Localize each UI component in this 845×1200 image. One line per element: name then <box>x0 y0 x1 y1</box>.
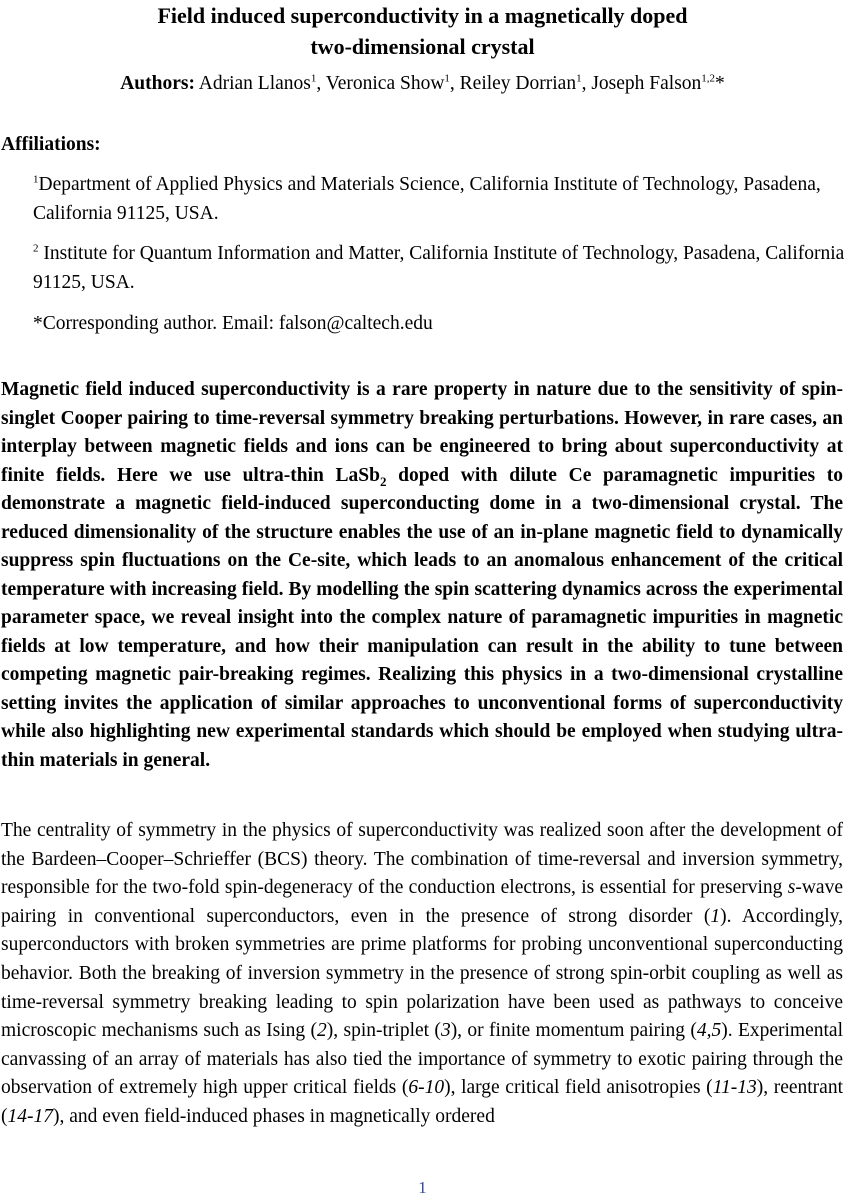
abstract-text-1: Magnetic field induced superconductivity is a rare property in nature due to the sensitivity of spin-singlet Cooper pairing to time-reversal symmetry breaking perturbations. However, in rare cases, an interplay between magnetic fields and ions can be engineered to bring about superconductivity at finite fields. Here we use ultra-thin LaSb <box>1 379 843 486</box>
author-name: Veronica Show <box>325 73 445 94</box>
citation: 1 <box>710 905 721 927</box>
author-affiliation-mark: 1 <box>576 72 582 85</box>
abstract <box>1 376 843 775</box>
corresponding-mark: * <box>715 73 725 94</box>
author-list: Authors: Adrian Llanos$^1$, Veronica Show$^1$, Reiley Dorrian$^1$, Joseph Falson$^{1,2}$* <box>120 72 725 94</box>
affiliation-text: Institute for Quantum Information and Matter, California Institute of Technology, Pasadena, California 91125, USA. <box>33 243 845 293</box>
author-affiliation-mark: 1 <box>444 72 450 85</box>
citation: 11-13 <box>712 1077 757 1099</box>
page-number: 1 <box>418 1178 427 1197</box>
author-name: Joseph Falson <box>591 73 702 94</box>
title-line-1: Field induced superconductivity in a magnetically doped <box>157 3 688 28</box>
citation: 4,5 <box>696 1020 722 1042</box>
affiliation-text: Department of Applied Physics and Materials Science, California Institute of Technology, Pasadena, California 91125, USA. <box>33 174 821 224</box>
body-italic: s <box>787 877 796 899</box>
body-text: ), spin-triplet ( <box>326 1020 441 1042</box>
body-text: ), and even field-induced phases in magnetically ordered <box>53 1105 495 1127</box>
title-line-2: two-dimensional crystal <box>310 34 535 59</box>
body-text: ). Experimental canvassing of an array of materials has also tied the importance of symmetry to exotic pairing through the observation of extremely high upper critical fields ( <box>1 1020 843 1099</box>
abstract-subscript: 2 <box>379 473 387 489</box>
author-name: Reiley Dorrian <box>459 73 577 94</box>
affiliation-1 <box>33 171 845 228</box>
authors-label: Authors: <box>120 73 195 94</box>
abstract-text-2: doped with dilute Ce paramagnetic impurities to demonstrate a magnetic field-induced superconducting dome in a two-dimensional crystal. The reduced dimensionality of the structure enables the use of an in-plane magnetic field to dynamically suppress spin fluctuations on the Ce-site, which leads to an anomalous enhancement of the critical temperature with increasing field. By modelling the spin scattering dynamics across the experimental parameter space, we reveal insight into the complex nature of paramagnetic impurities in magnetic fields at low temperature, and how their manipulation can result in the ability to tune between competing magnetic pair-breaking regimes. Realizing this physics in a two-dimensional crystalline setting invites the application of similar approaches to unconventional forms of superconductivity while also highlighting new experimental standards which should be employed when studying ultra-thin materials in general. <box>1 464 843 771</box>
affiliations-heading: Affiliations: <box>1 134 101 155</box>
author-affiliation-mark: 1,2 <box>701 72 716 85</box>
paper-title <box>0 0 845 62</box>
affiliation-mark: 2 <box>33 242 39 255</box>
body-text: The centrality of symmetry in the physics of superconductivity was realized soon after the development of the Bardeen–Cooper–Schrieffer (BCS) theory. The combination of time-reversal and inversion symmetry, responsible for the two-fold spin-degeneracy of the conduction electrons, is essential for preserving <box>1 820 843 899</box>
citation: 2 <box>317 1020 327 1042</box>
author-affiliation-mark: 1 <box>310 72 317 85</box>
affiliation-2 <box>33 240 845 297</box>
affiliation-mark: 1 <box>33 173 39 186</box>
corresponding-author: *Corresponding author. Email: falson@caltech.edu <box>33 313 433 334</box>
citation: 14-17 <box>7 1105 53 1127</box>
citation: 3 <box>440 1020 451 1042</box>
body-paragraph <box>1 817 843 1132</box>
body-text: ), large critical field anisotropies ( <box>444 1077 713 1099</box>
body-text: ), reentrant ( <box>1 1077 843 1127</box>
body-text: ). Accordingly, superconductors with broken symmetries are prime platforms for probing unconventional superconducting behavior. Both the breaking of inversion symmetry in the presence of strong spin-orbit coupling as well as time-reversal symmetry breaking leading to spin polarization have been used as pathways to conceive microscopic mechanisms such as Ising ( <box>1 905 844 1042</box>
citation: 6-10 <box>408 1077 445 1099</box>
body-text: ), or finite momentum pairing ( <box>450 1020 697 1042</box>
author-name: Adrian Llanos <box>198 73 311 94</box>
body-text: -wave pairing in conventional superconductors, even in the presence of strong disorder ( <box>1 877 843 927</box>
